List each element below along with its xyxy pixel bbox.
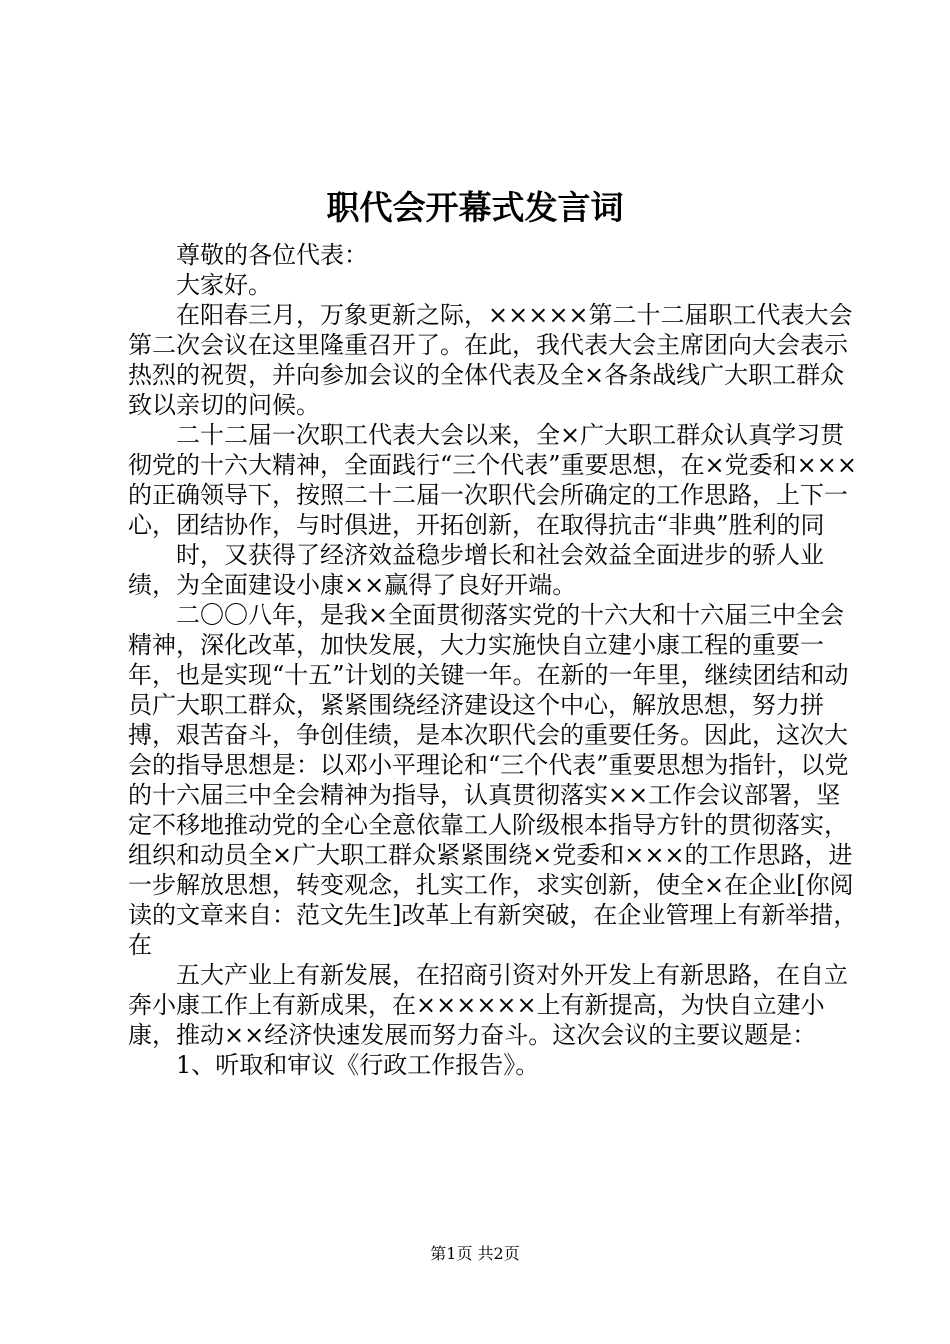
paragraph-guiding-thought: 二〇〇八年，是我×全面贯彻落实党的十六大和十六届三中全会精神，深化改革，加快发展，大力实施快自立建小康工程的重要一年，也是实现“十五”计划的关键一年。在新的一年里，继续团结和动员广大职工群众，紧紧围绕经济建设这个中心，解放思想，努力拼搏，艰苦奋斗，争创佳绩，是本次职代会的重要任务。因此，这次大会的指导思想是：以邓小平理论和“三个代表”重要思想为指针，以党的十六届三中全会精神为指导，认真贯彻落实××工作会议部署，坚定不移地推动党的全心全意依靠工人阶级根本指导方针的贯彻落实，组织和动员全×广大职工群众紧紧围绕×党委和×××的工作思路，进一步解放思想，转变观念，扎实工作，求实创新，使全×在企业[你阅读的文章来自：范文先生]改革上有新突破，在企业管理上有新举措，在 — [128, 601, 858, 959]
document-title: 职代会开幕式发言词 — [326, 188, 624, 227]
document-body — [128, 240, 858, 1080]
paragraph-opening: 在阳春三月，万象更新之际，×××××第二十二届职工代表大会第二次会议在这里隆重召开了。在此，我代表大会主席团向大会表示热烈的祝贺，并向参加会议的全体代表及全×各条战线广大职工群众致以亲切的问候。 — [128, 301, 853, 419]
page-footer: 第1页 共2页 — [430, 1244, 520, 1263]
paragraph-review: 二十二届一次职工代表大会以来，全×广大职工群众认真学习贯彻党的十六大精神，全面践行“三个代表”重要思想，在×党委和×××的正确领导下，按照二十二届一次职代会所确定的工作思路，上下一心，团结协作，与时俱进，开拓创新，在取得抗击“非典”胜利的同 — [128, 421, 857, 539]
paragraph-review-continued: 时，又获得了经济效益稳步增长和社会效益全面进步的骄人业绩，为全面建设小康××赢得了良好开端。 — [128, 541, 824, 599]
agenda-item-1: 1、听取和审议《行政工作报告》。 — [176, 1051, 540, 1079]
paragraph-goals: 五大产业上有新发展，在招商引资对外开发上有新思路，在自立奔小康工作上有新成果，在××××××上有新提高，为快自立建小康，推动××经济快速发展而努力奋斗。这次会议的主要议题是： — [128, 961, 848, 1049]
paragraph-greeting: 大家好。 — [176, 271, 272, 299]
paragraph-salutation: 尊敬的各位代表： — [176, 241, 368, 269]
